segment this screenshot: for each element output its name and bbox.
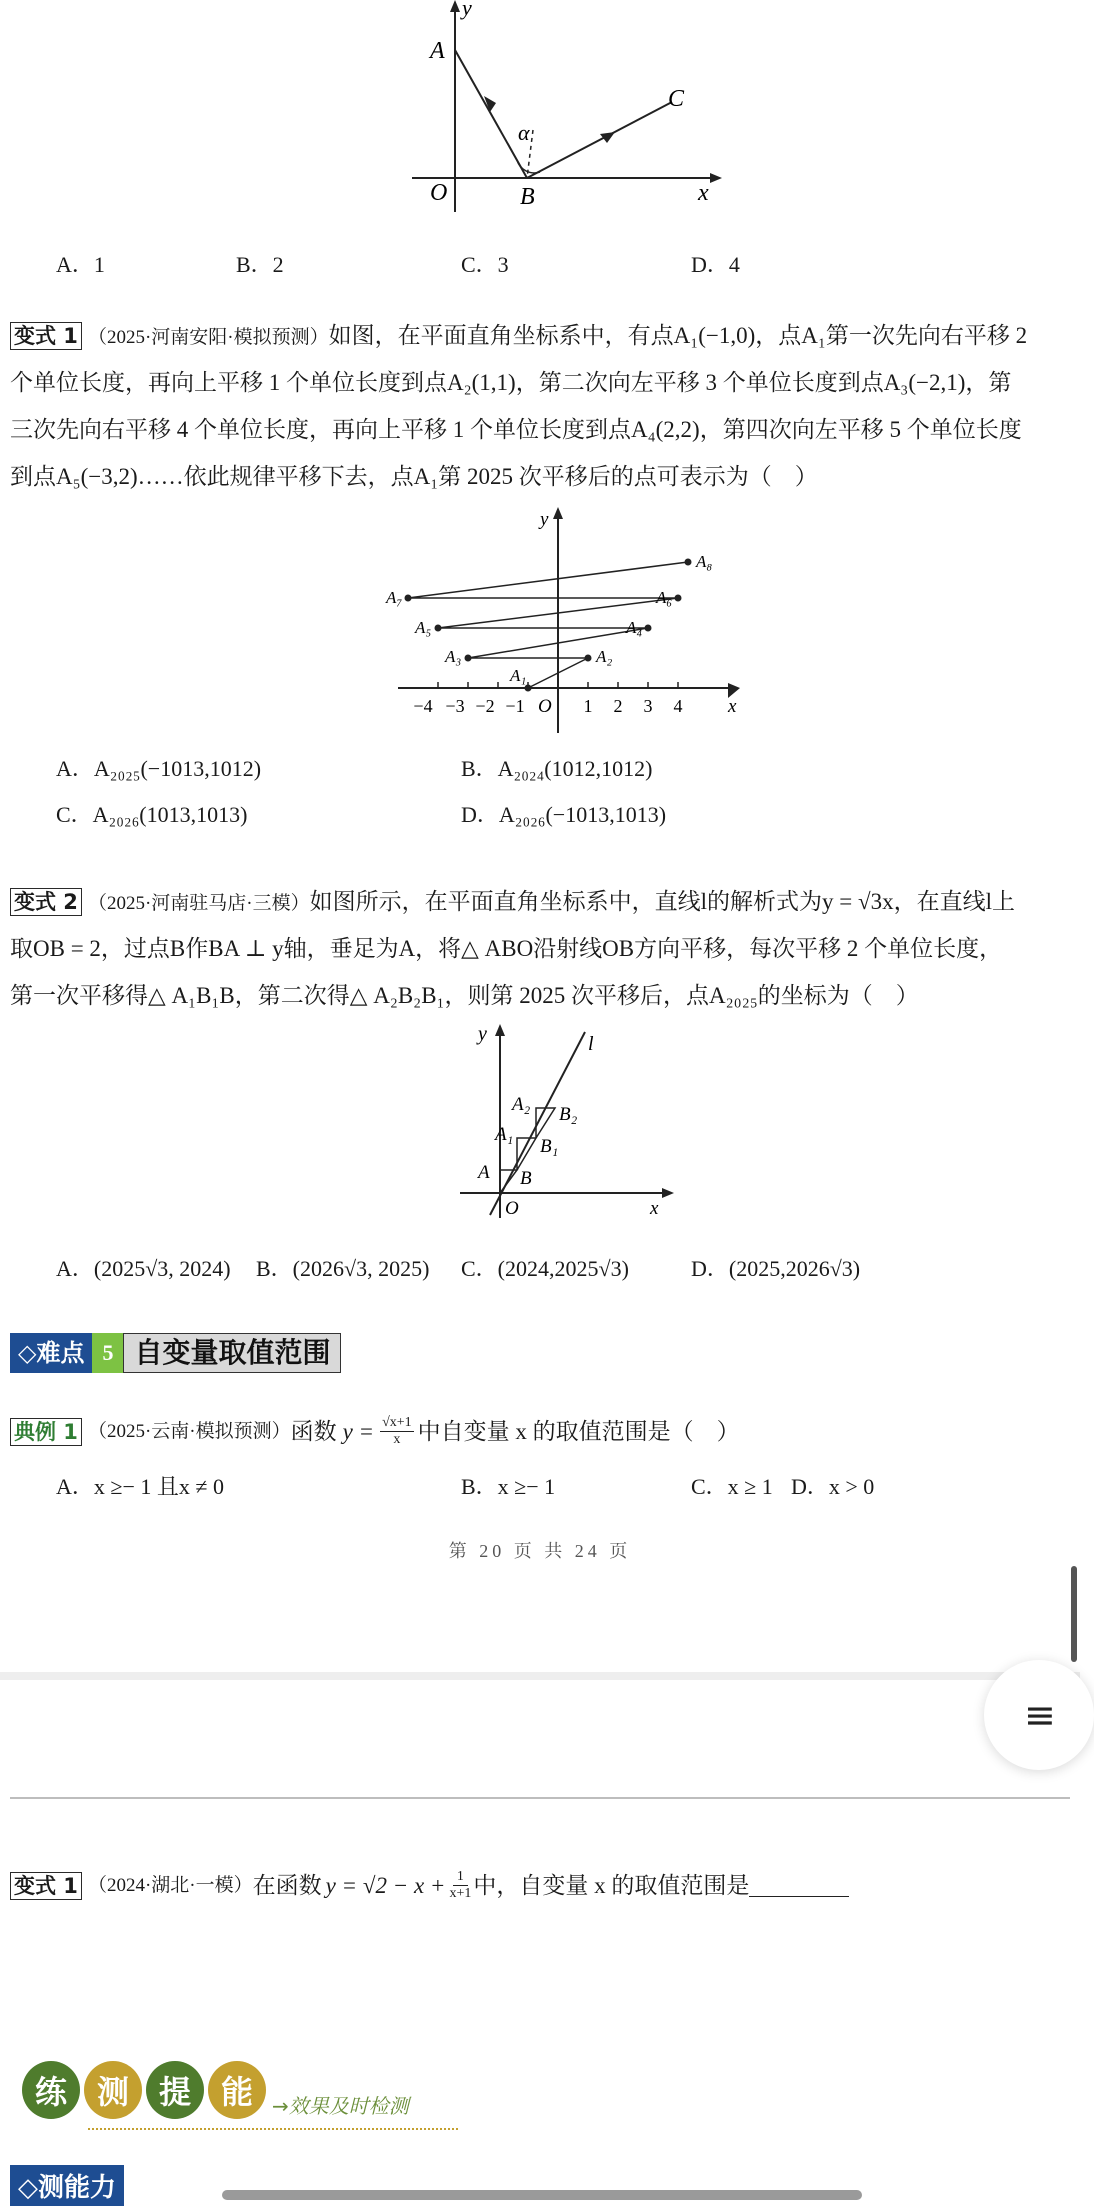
answer-blank[interactable] <box>749 1874 849 1897</box>
fig3-label-o: O <box>505 1198 519 1219</box>
variant-2-option-c[interactable]: C．(2024,2025√3) <box>461 1256 629 1281</box>
variant-2-option-a[interactable]: A．(2025√3, 2024) <box>56 1256 231 1281</box>
fig2-point-a4: A₄ <box>626 618 643 637</box>
q0-option-b[interactable]: B．2 <box>236 252 284 277</box>
fig2-tick: 2 <box>613 696 623 716</box>
variant-1b-text-before: 在函数 <box>252 1873 322 1898</box>
example-1-denominator: x <box>393 1432 401 1447</box>
fig3-label-b2: B₂ <box>559 1104 578 1125</box>
practice-subtitle: →效果及时检测 <box>272 2094 409 2118</box>
practice-char-lian: 练 <box>22 2061 80 2119</box>
fig3-label-a1: A₁ <box>495 1124 514 1145</box>
practice-char-ce: 测 <box>84 2061 142 2119</box>
variant-2-source: （2025·河南驻马店·三模） <box>87 893 310 914</box>
example-1-tag: 典例 1 <box>10 1418 82 1446</box>
example-1-fraction <box>380 1415 414 1448</box>
variant-1b-formula: y = √2 − x + <box>325 1873 446 1898</box>
variant-1b-frac-num: 1 <box>453 1869 468 1886</box>
fig2-point-a7: A₇ <box>386 588 403 607</box>
fig2-point-a5: A₅ <box>415 618 432 637</box>
menu-icon: ≡ <box>1024 1693 1056 1737</box>
variant-2-line-3: 第一次平移得△ A₁B₁B，第二次得△ A₂B₂B₁，则第 2025 次平移后，点A₂₀₂₅的坐标为（ ） <box>10 983 919 1008</box>
variant-1-option-b[interactable]: B．A₂₀₂₄(1012,1012) <box>461 756 653 781</box>
variant-2-line-1: 如图所示，在平面直角坐标系中，直线l的解析式为y = √3x，在直线l上 <box>309 889 1015 914</box>
fig2-tick: −1 <box>505 696 525 716</box>
fig2-label-y: y <box>540 509 549 530</box>
variant-1-option-c[interactable]: C．A₂₀₂₆(1013,1013) <box>56 802 248 827</box>
fig2-tick: 1 <box>583 696 593 716</box>
fig3-label-x: x <box>650 1198 659 1219</box>
fig3-label-b1: B₁ <box>540 1136 559 1157</box>
fig2-point-a6: A₆ <box>656 588 673 607</box>
fig2-tick: −3 <box>445 696 465 716</box>
example-1-numerator: √x+1 <box>382 1415 412 1430</box>
page-divider-line <box>10 1797 1070 1799</box>
section-heading <box>10 1333 341 1373</box>
variant-1-source: （2025·河南安阳·模拟预测） <box>87 327 329 348</box>
fig2-point-a3: A₃ <box>445 647 462 666</box>
example-1-question <box>10 1408 1070 1458</box>
fig3-label-b: B <box>520 1168 532 1189</box>
fig2-tick: 3 <box>643 696 653 716</box>
variant-2-line-2: 取OB = 2，过点B作BA ⊥ y轴，垂足为A，将△ ABO沿射线OB方向平移，每次平移 2 个单位长度， <box>10 936 1003 961</box>
section-heading-label: ◇难点 <box>10 1333 92 1373</box>
section-heading-title: 自变量取值范围 <box>123 1333 341 1373</box>
variant-2-tag: 变式 2 <box>10 888 82 916</box>
example-1-option-a[interactable]: A．x ≥− 1 且x ≠ 0 <box>56 1474 224 1499</box>
fig3-label-a: A <box>478 1162 490 1183</box>
fig2-point-a2: A₂ <box>596 647 613 666</box>
example-1-text-after: 中自变量 x 的取值范围是（ ） <box>417 1419 740 1444</box>
practice-underline <box>88 2128 458 2130</box>
fig2-tick: 4 <box>673 696 683 716</box>
example-1-option-b[interactable]: B．x ≥− 1 <box>461 1474 556 1499</box>
fig2-point-a1: A₁ <box>510 666 527 685</box>
variant-1-question <box>10 312 1070 502</box>
fig3-label-a2: A₂ <box>512 1094 531 1115</box>
variant-1-option-d[interactable]: D．A₂₀₂₆(−1013,1013) <box>461 802 667 827</box>
example-1-option-d[interactable]: D．x > 0 <box>791 1474 875 1499</box>
fig3-label-y: y <box>478 1023 487 1045</box>
variant-1-tag: 变式 1 <box>10 322 82 350</box>
example-1-option-c[interactable]: C．x ≥ 1 <box>691 1474 773 1499</box>
fig2-label-x: x <box>728 696 737 717</box>
fig1-label-B: B <box>520 184 535 210</box>
q0-option-a[interactable]: A．1 <box>56 252 105 277</box>
practice-char-ti: 提 <box>146 2061 204 2119</box>
menu-button[interactable] <box>984 1660 1094 1770</box>
fig1-label-y: y <box>462 0 472 20</box>
q0-option-c[interactable]: C．3 <box>461 252 509 277</box>
variant-1-option-a[interactable]: A．A₂₀₂₅(−1013,1012) <box>56 756 262 781</box>
variant-1b-question <box>10 1862 1070 1912</box>
home-indicator[interactable] <box>222 2190 862 2200</box>
variant-2-question <box>10 878 1070 1028</box>
variant-1-line-4: 到点A₅(−3,2)……依此规律平移下去，点A₁第 2025 次平移后的点可表示为（ ） <box>10 464 818 489</box>
variant-1b-fraction <box>449 1869 471 1902</box>
variant-1-line-3: 三次先向右平移 4 个单位长度，再向上平移 1 个单位长度到点A₄(2,2)，第四次向左平移 5 个单位长度 <box>10 417 1022 442</box>
fig1-label-O: O <box>430 180 448 206</box>
figure-line-triangles <box>450 1020 680 1220</box>
variant-1b-source: （2024·湖北·一模） <box>87 1875 253 1896</box>
variant-1-line-2: 个单位长度，再向上平移 1 个单位长度到点A₂(1,1)，第二次向左平移 3 个单位长度到点A₃(−2,1)，第 <box>10 370 1012 395</box>
example-1-formula-y: y = <box>342 1419 375 1444</box>
fig2-point-a8: A₈ <box>696 552 713 571</box>
variant-1-line-1: 如图，在平面直角坐标系中，有点A₁(−1,0)，点A₁第一次先向右平移 2 <box>328 323 1028 348</box>
ability-tag: ◇测能力 <box>10 2165 124 2206</box>
example-1-source: （2025·云南·模拟预测） <box>87 1421 291 1442</box>
practice-banner <box>22 2060 409 2119</box>
example-1-text-before: 函数 <box>290 1419 337 1444</box>
variant-1b-frac-den: x+1 <box>449 1886 472 1901</box>
variant-1b-tag: 变式 1 <box>10 1872 82 1900</box>
q0-option-d[interactable]: D．4 <box>691 252 740 277</box>
fig1-label-C: C <box>668 86 685 112</box>
variant-1b-text-after: 中，自变量 x 的取值范围是 <box>473 1873 750 1898</box>
fig2-tick: −4 <box>413 696 433 716</box>
scrollbar-thumb[interactable] <box>1071 1566 1077 1662</box>
figure-translation-points <box>386 505 750 735</box>
fig2-label-o: O <box>538 696 552 717</box>
fig1-label-x: x <box>698 180 709 206</box>
fig1-label-A: A <box>430 38 445 64</box>
fig3-label-l: l <box>588 1033 594 1055</box>
variant-2-option-b[interactable]: B．(2026√3, 2025) <box>256 1256 430 1281</box>
practice-char-neng: 能 <box>208 2061 266 2119</box>
figure-vector-ab-bc <box>400 0 730 215</box>
fig1-label-alpha: α <box>518 120 530 145</box>
page-footer: 第 20 页 共 24 页 <box>448 1541 632 1561</box>
variant-2-option-d[interactable]: D．(2025,2026√3) <box>691 1256 861 1281</box>
section-heading-number: 5 <box>92 1333 123 1373</box>
fig2-tick: −2 <box>475 696 495 716</box>
page-divider <box>0 1672 1080 1680</box>
